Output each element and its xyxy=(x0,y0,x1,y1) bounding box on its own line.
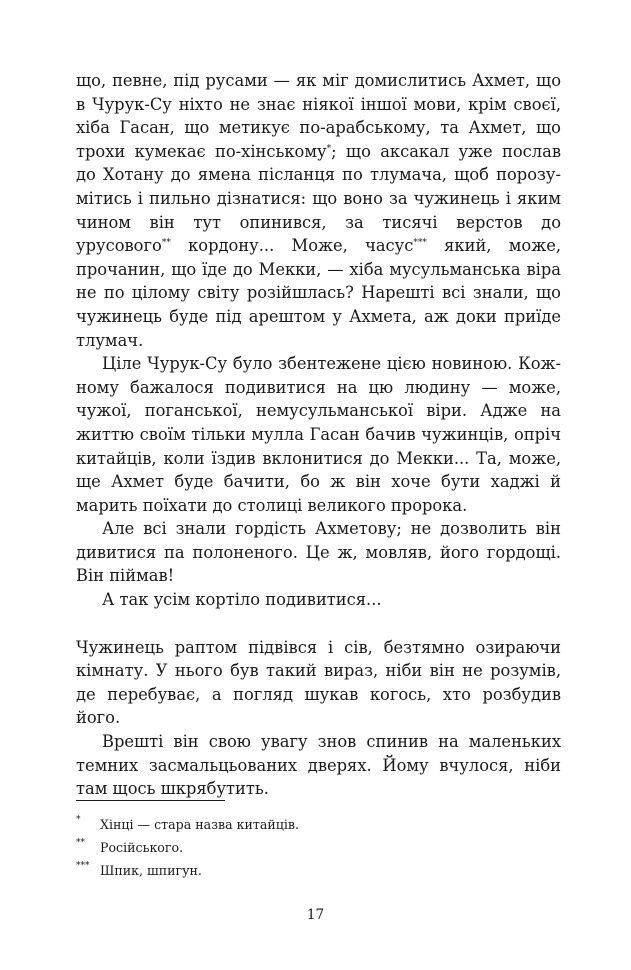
footnote-text: Хінці — стара назва китайців. xyxy=(100,817,299,832)
paragraph-5: Чужинець раптом підвівся і сів, безтямно озираючи кімнату. У нього був такий вираз, ніби він не розумів, де перебуває, а погляд шукав когось, хто розбудив його. xyxy=(76,637,561,728)
paragraph-4: А так усім кортіло подивитися... xyxy=(102,590,382,610)
footnote-1 xyxy=(76,813,561,836)
footnote-divider xyxy=(76,800,225,801)
paragraph-1-text-a: що, певне, під русами — як міг домислитись Ахмет, що в Чурук-Су ніхто не знає ніякої іншої мови, крім своєї, хіба Гасан, що метикує по-арабському, та Ахмет, що трохи кумекає по-хінському xyxy=(76,71,561,161)
footnote-2 xyxy=(76,836,561,859)
page-number: 17 xyxy=(306,907,325,923)
footnote-mark: ** xyxy=(76,838,85,848)
paragraph-6: Врешті він свою увагу знов спинив на маленьких темних засмальцьованих дверях. Йому вчулося, ніби там щось шкрябутить. xyxy=(76,732,561,799)
paragraph-3: Але всі знали гордість Ахметову; не дозволить він дивитися па полоненого. Це ж, мовляв, його гордощі. Він піймав! xyxy=(76,519,561,586)
section-break xyxy=(76,612,561,636)
paragraph-1-text-c: кордону... Може, часус xyxy=(170,236,414,256)
footnote-mark: *** xyxy=(76,861,90,871)
paragraph-1-text-b: ; що аксакал уже послав до Хотану до ямена післанця по тлумача, щоб порозумітись і пильно дізнатися: що воно за чужинець і яким чином він тут опинився, за тисячі верстов до урусового xyxy=(76,141,561,256)
footnote-3 xyxy=(76,859,561,882)
page-body xyxy=(76,69,561,801)
footnote-ref-3[interactable]: *** xyxy=(413,238,427,249)
paragraph-1-text-d: який, може, прочанин, що їде до Мекки, — хіба мусульманська віра не по цілому світу розійшлась? Нарешті всі знали, що чужинець буде під арештом у Ахмета, аж доки приїде тлумач. xyxy=(76,236,561,350)
footnote-ref-2[interactable]: ** xyxy=(161,238,171,249)
footnote-text: Шпик, шпигун. xyxy=(100,863,202,878)
paragraph-1 xyxy=(76,69,561,352)
paragraph-2: Ціле Чурук-Су було збентежене цією новиною. Кожному бажалося подивитися на цю людину — може, чужої, поганської, немусульманської віри. Адже на життю своїм тільки мулла Гасан бачив чужинців, опріч китайців, коли їздив вклонитися до Мекки... Та, може, ще Ахмет буде бачити, бо ж він хоче бути хаджі й марить поїхати до столиці великого пророка. xyxy=(76,354,561,515)
footnote-mark: * xyxy=(76,815,81,825)
footnote-text: Російського. xyxy=(100,840,184,855)
footnotes xyxy=(76,813,561,882)
footnote-ref-1[interactable]: * xyxy=(326,143,332,154)
